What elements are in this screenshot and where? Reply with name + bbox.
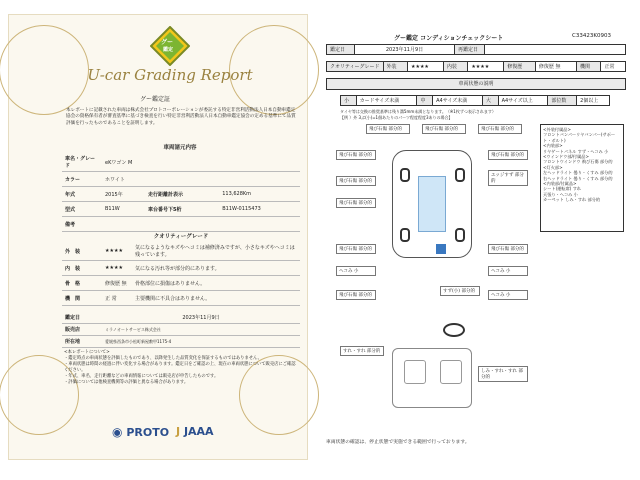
count-desc: 2個以上 [577,96,610,106]
jaaa-logo-icon: J [176,425,181,438]
size-desc: A4サイズ未満 [433,96,483,106]
certificate-title: U-car Grading Report [87,66,253,84]
date-label: 鑑定日 [327,45,355,55]
logo-text-top: グー [161,39,174,46]
damage-area: 飛び石傷 部分的 [336,198,376,208]
side-note: シート(運転席) すれ [543,186,582,192]
sheet-grade-row [326,61,626,72]
seat-left [404,360,426,384]
jaaa-logo [176,425,214,438]
grade-label: 内装 [443,62,467,72]
tire-icon [400,168,410,182]
goo-logo-icon [150,26,190,66]
quality-grade-table [62,242,300,306]
grade-label: 内 装 [62,261,102,276]
grade-description: 気になる汚れ等が部分的にあります。 [132,261,300,276]
grade-value: ★★★★ [468,62,504,72]
vehicle-info-heading: 車両諸元内容 [163,145,197,151]
grade-label: 骨 格 [62,276,102,291]
grade-label: 機関 [577,62,601,72]
grade-stars: ★★★★ [102,242,132,261]
row-value: B11W [102,202,145,217]
side-note: <内装部/付属品> [543,181,577,187]
damage-area: 飛び石傷 部分的 [336,244,376,254]
damage-area: ヘコみ 小 [336,266,376,276]
row-value: ホワイト [102,172,300,187]
row-value: 113,628Km [219,187,300,202]
damage-area: 飛び石傷 部分的 [478,124,522,134]
grade-value: 正常 [601,62,626,72]
row-label: 年式 [62,187,102,202]
row-value: eKワゴン M [102,153,300,172]
side-note: <ウインドウ部/付属品> [543,154,589,160]
note-line: <本レポートについて> [64,350,110,355]
damage-area: 飛び石傷 部分的 [488,150,528,160]
sheet-title: グー鑑定 コンディションチェックシート [394,35,504,42]
grade-label: 外装 [383,62,407,72]
example-note: 【例 ）外 3ぶ(小)=1個あたりのパーツ程度程度3ありの場合】 [340,115,453,120]
grade-description: 骨格部位に損傷はありません。 [132,276,300,291]
note-line: ・年式、車名、走行距離などの車両情報については販売店が申告したものです。 [64,374,219,379]
legend-note: タイヤ等は交換の推奨基準は残り溝5mm未満となります。（※1枚ずつ表示されます） [340,109,496,114]
size-key: 中 [417,96,433,106]
row-label: 販売店 [62,324,102,336]
sheet-code: C33423K0903 [572,33,611,39]
date-value: 2023年11月9日 [355,45,455,55]
proto-logo-icon: ◉ [112,425,123,439]
logo-text-bottom: 鑑定 [163,47,174,53]
table-row [62,336,300,348]
grade-label: 機 関 [62,291,102,306]
note-line: ・鑑定時点の車両状態を評価したものであり、以降発生した品質変化を保証するものではありません。 [64,356,262,361]
row-value [102,217,300,232]
side-note: フロントウインドウ 飛び石傷 部分的 [543,159,613,165]
proto-logo [112,425,169,439]
appraisal-date: 2023年11月9日 [102,312,300,324]
damage-area: 飛び石傷 部分的 [422,124,466,134]
sheet-footer-note: 車両状態の確認は、停止状態で実施できる範囲で行っております。 [326,440,470,445]
grade-description: 気になるようなキズやヘコミは補修済みですが、小さなキズやヘコミは残っています。 [132,242,300,261]
size-legend-table [340,95,610,106]
recheck-value [485,45,626,55]
damage-area: 飛び石傷 部分的 [336,290,376,300]
shop-address: 愛媛県西条市小松町新屋敷甲1175-4 [102,336,300,348]
damage-area: ヘコみ 小 [488,290,528,300]
table-row [62,324,300,336]
jaaa-logo-text: JAAA [183,425,214,438]
table-row [62,312,300,324]
damage-area: エッジすず 部分的 [488,170,528,186]
grade-label: 修復歴 [504,62,536,72]
row-value: 2015年 [102,187,145,202]
certificate-subtitle: グー鑑定証 [140,96,171,103]
state-heading [326,78,626,90]
side-note: 左ヘッドライト 曇り・くすみ 部分的 [543,170,613,176]
vehicle-roof [418,176,446,232]
sheet-date-row [326,44,626,55]
grade-label: 外 装 [62,242,102,261]
side-note: フロントバンパーリヤバンパー(サポート・ボルト) [543,132,616,143]
damage-area: 飛び石傷 部分的 [488,244,528,254]
report-notes [64,350,296,386]
quality-label: クオリティーグレード [327,62,384,72]
row-label: 車名・グレード [62,153,102,172]
damage-area: 飛び石傷 部分的 [336,150,376,160]
appraisal-shop-table [62,312,300,348]
table-row [62,291,300,306]
interior-damage-area: しみ・すれ・すれ 部分的 [478,366,528,382]
interior-damage-area: すれ・すれ 部分的 [340,346,384,356]
row-label: 鑑定日 [62,312,102,324]
table-row [62,276,300,291]
grade-value: ★★★★ [407,62,443,72]
size-desc: カードサイズ未満 [356,96,417,106]
shop-name: ミラノオートサービス株式会社 [102,324,300,336]
vehicle-info-table [62,153,300,232]
state-heading-text: 車両状態の説明 [458,81,494,87]
table-row [62,202,300,217]
tire-icon [400,228,410,242]
table-row [62,242,300,261]
row-label: 車台番号下5桁 [145,202,219,217]
tire-icon [455,228,465,242]
steering-wheel-icon [443,323,465,337]
rear-mark-icon [436,244,446,254]
seat-right [440,360,462,384]
table-row [62,153,300,172]
side-notes-box [540,124,624,232]
damage-area: 飛び石傷 部分的 [336,176,376,186]
grade-description: 主要機関に不具合はありません。 [132,291,300,306]
tire-icon [455,168,465,182]
row-label: 走行距離計表示 [145,187,219,202]
side-note: リヤゲートパネル すず・ヘコみ 小 [543,148,609,154]
certificate-body: 本レポートに記載された車両は株式会社プロトコーポレーションが委託する特定非営利活動法人日本自動車鑑定協会の資格保有者が審査基準に基づき検査を行い特定非営利活動法人日本自動車鑑定協会の定める基準にて品質評価を行ったものであることを証明します。 [66,108,296,126]
grade-value: 修復歴 無 [535,62,576,72]
side-note: 右ヘッドライト 曇り・くすみ 部分的 [543,175,613,181]
grade-stars: 正 常 [102,291,132,306]
side-note: 天張り・ヘコみ 小 [543,191,578,197]
damage-area: ヘコみ 小 [488,266,528,276]
side-note: カーペット しみ・すれ 部分的 [543,197,601,203]
table-row [62,217,300,232]
side-note: <内装部> [543,143,563,149]
row-value: B11W-0115473 [219,202,300,217]
side-note: <外装付属品> [543,127,571,132]
note-line: ・車両状態は時間の経過に伴い変化する場合があります。鑑定日をご確認の上、現在の車両状態について販売店にご確認ください。 [64,362,296,373]
grade-stars: ★★★★ [102,261,132,276]
table-row [62,261,300,276]
proto-logo-text: PROTO [126,426,170,439]
size-key: 大 [482,96,498,106]
row-label: 型式 [62,202,102,217]
row-label: 備考 [62,217,102,232]
row-label: カラー [62,172,102,187]
note-line: ・評価については他検査機関等の評価と異なる場合があります。 [64,380,189,385]
damage-area: すず(小) 部分的 [440,286,480,296]
size-desc: A4サイズ以上 [498,96,548,106]
count-key: 部位数 [548,96,577,106]
recheck-label: 再鑑定日 [455,45,485,55]
row-label: 所在地 [62,336,102,348]
size-key: 小 [341,96,357,106]
quality-grade-heading: クオリティーグレード [153,234,209,240]
table-row [62,187,300,202]
damage-area: 飛び石傷 部分的 [366,124,410,134]
grade-stars: 修復歴 無 [102,276,132,291]
table-row [62,172,300,187]
side-note: <灯火部> [543,164,563,170]
